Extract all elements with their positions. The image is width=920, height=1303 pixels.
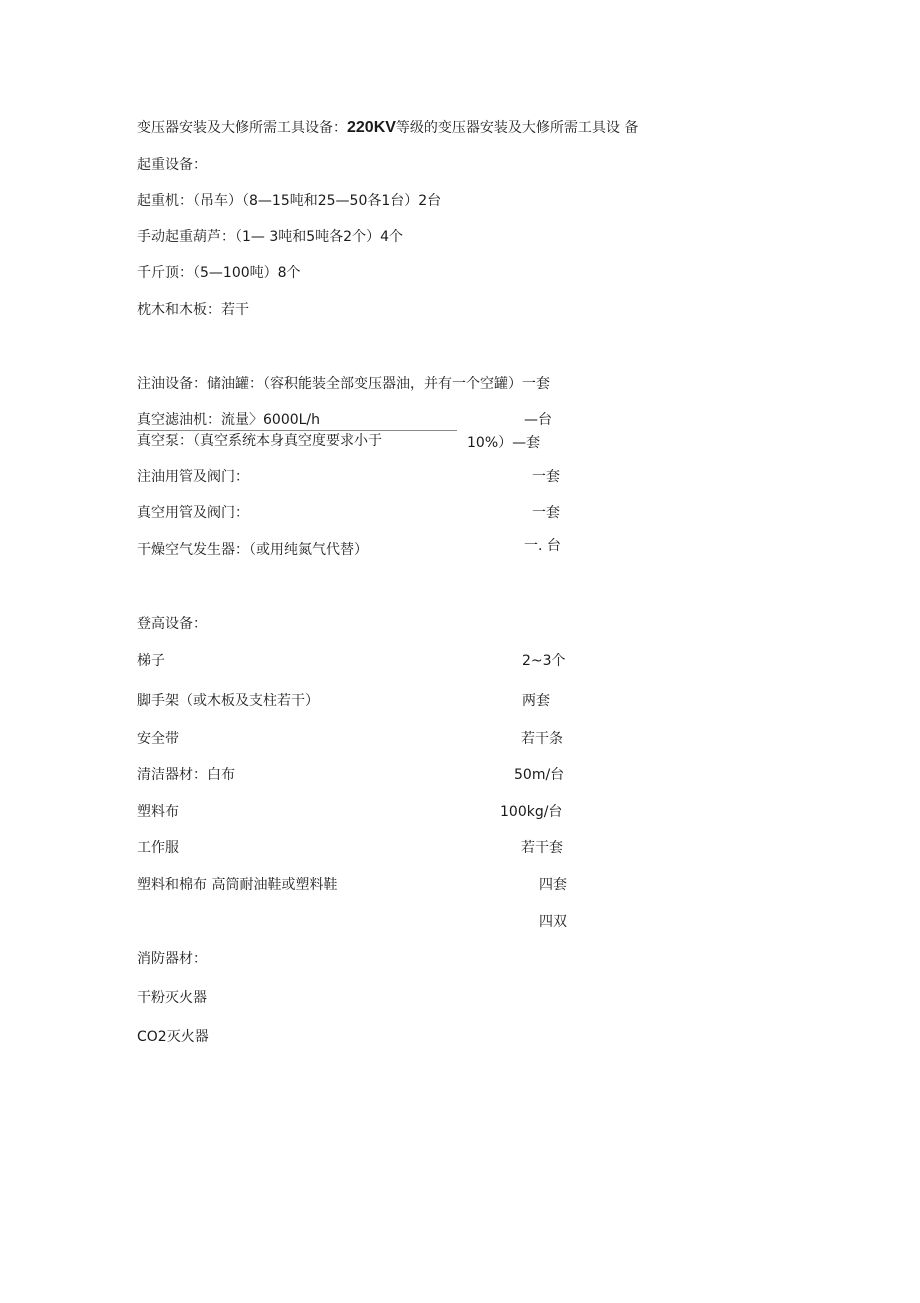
pump-qty: 10%）—套 (467, 435, 541, 451)
oil-pipe-label: 注油用管及阀门： (137, 469, 249, 485)
cloth-qty: 50m/台 (514, 767, 565, 783)
underline-divider (137, 430, 457, 431)
ladder-label: 梯子 (137, 653, 165, 669)
plastic-label: 塑料布 (137, 804, 179, 820)
crane-line: 起重机：（吊车）（8—15吨和25—50各1台）2台 (137, 193, 442, 209)
hoist-line: 手动起重葫芦：（1— 3吨和5吨各2个）4个 (137, 229, 403, 245)
scaffold-qty: 两套 (522, 693, 550, 709)
lifting-heading: 起重设备： (137, 157, 207, 173)
document-title (137, 119, 638, 137)
pairs-qty: 四双 (539, 914, 567, 930)
plastic-qty: 100kg/台 (500, 804, 563, 820)
scaffold-label: 脚手架（或木板及支柱若干） (137, 693, 319, 709)
pump-label: 真空泵：（真空系统本身真空度要求小于 (137, 433, 382, 449)
workwear-label: 工作服 (137, 840, 179, 856)
powder-extinguisher: 干粉灭火器 (137, 990, 207, 1006)
filter-qty: —台 (524, 412, 552, 428)
vac-pipe-label: 真空用管及阀门： (137, 505, 249, 521)
belt-qty: 若干条 (521, 731, 563, 747)
co2-extinguisher: CO2灭火器 (137, 1029, 209, 1045)
jack-line: 千斤顶：（5—100吨）8个 (137, 265, 301, 281)
climbing-heading: 登高设备： (137, 616, 207, 632)
shoes-qty: 四套 (539, 877, 567, 893)
fire-heading: 消防器材： (137, 951, 207, 967)
filter-label: 真空滤油机：流量〉6000L/h (137, 412, 321, 428)
dry-air-label: 干燥空气发生器：（或用纯氮气代替） (137, 542, 368, 558)
oil-pipe-qty: 一套 (532, 469, 560, 485)
workwear-qty: 若干套 (521, 840, 563, 856)
title-suffix: 等级的变压器安装及大修所需工具设 备 (395, 120, 639, 136)
cloth-label: 清洁器材：白布 (137, 767, 235, 783)
title-prefix: 变压器安装及大修所需工具设备： (137, 120, 347, 136)
vac-pipe-qty: 一套 (532, 505, 560, 521)
sleeper-line: 枕木和木板：若干 (137, 302, 249, 318)
shoes-label: 塑料和棉布 高筒耐油鞋或塑料鞋 (137, 877, 338, 893)
ladder-qty: 2~3个 (522, 653, 566, 669)
title-voltage: 220KV (347, 119, 396, 136)
dry-air-qty: 一. 台 (524, 538, 561, 554)
oiling-heading: 注油设备：储油罐：（容积能装全部变压器油，并有一个空罐）一套 (137, 376, 550, 392)
belt-label: 安全带 (137, 731, 179, 747)
